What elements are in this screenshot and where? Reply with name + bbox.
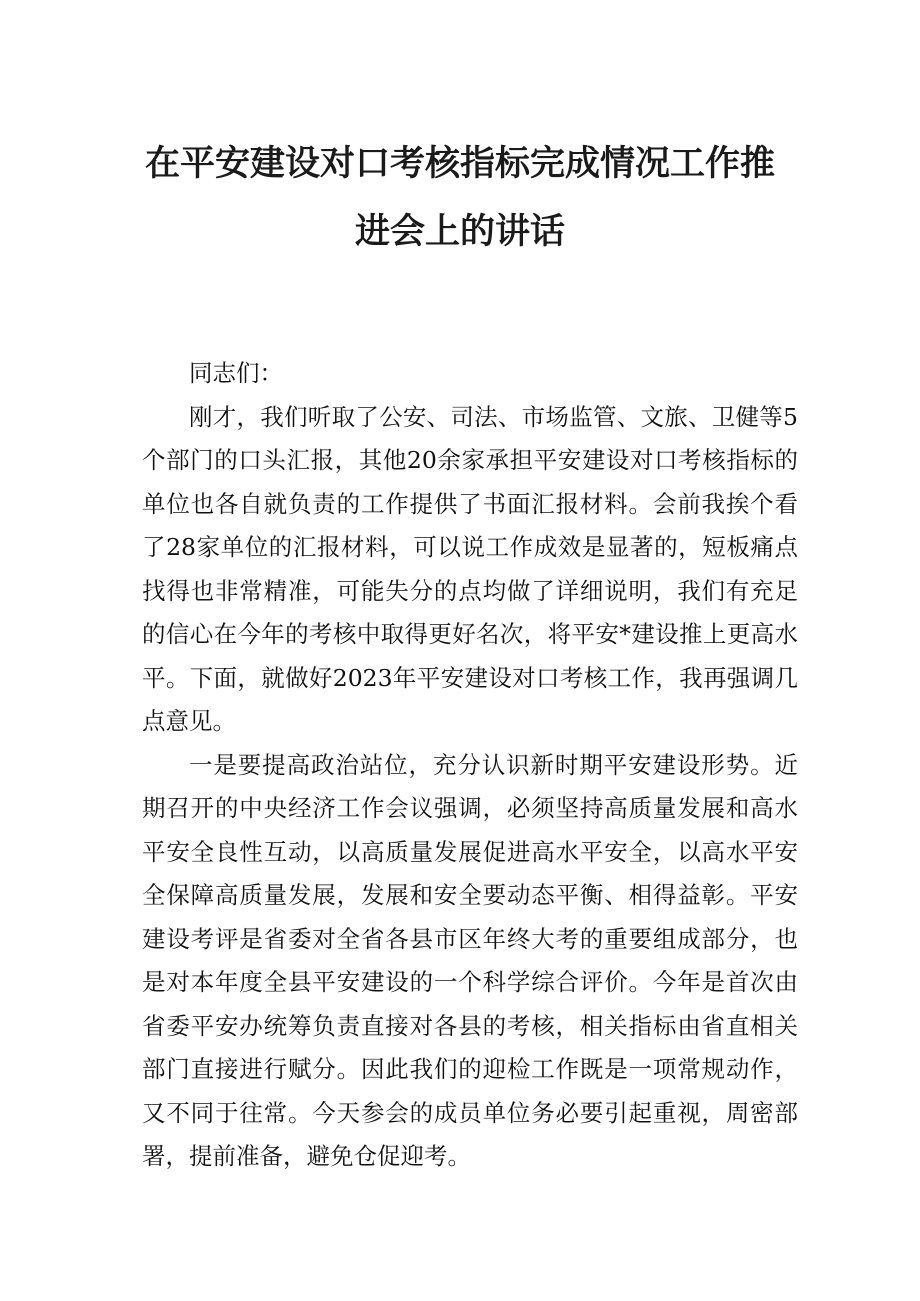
document-title-line-2: 进会上的讲话 (354, 212, 565, 252)
document-title-line-1: 在平安建设对口考核指标完成情况工作推 (144, 144, 775, 184)
paragraph-1: 刚才，我们听取了公安、司法、市场监管、文旅、卫健等5个部门的口头汇报，其他20余家承担平安建设对口考核指标的单位也各自就负责的工作提供了书面汇报材料。会前我挨个看了28家单位的汇报材料，可以说工作成效是显著的，短板痛点找得也非常精准，可能失分的点均做了详细说明，我们有充足的信心在今年的考核中取得更好名次，将平安*建设推上更高水平。下面，就做好2023年平安建设对口考核工作，我再强调几点意见。 (142, 402, 798, 735)
salutation: 同志们： (189, 359, 283, 387)
document-body (142, 352, 798, 1179)
paragraph-2: 一是要提高政治站位，充分认识新时期平安建设形势。近期召开的中央经济工作会议强调，必须坚持高质量发展和高水平安全良性互动，以高质量发展促进高水平安全，以高水平安全保障高质量发展，发展和安全要动态平衡、相得益彰。平安建设考评是省委对全省各县市区年终大考的重要组成部分，也是对本年度全县平安建设的一个科学综合评价。今年是首次由省委平安办统筹负责直接对各县的考核，相关指标由省直相关部门直接进行赋分。因此我们的迎检工作既是一项常规动作，又不同于往常。今天参会的成员单位务必要引起重视，周密部署，提前准备，避免仓促迎考。 (142, 750, 798, 1170)
